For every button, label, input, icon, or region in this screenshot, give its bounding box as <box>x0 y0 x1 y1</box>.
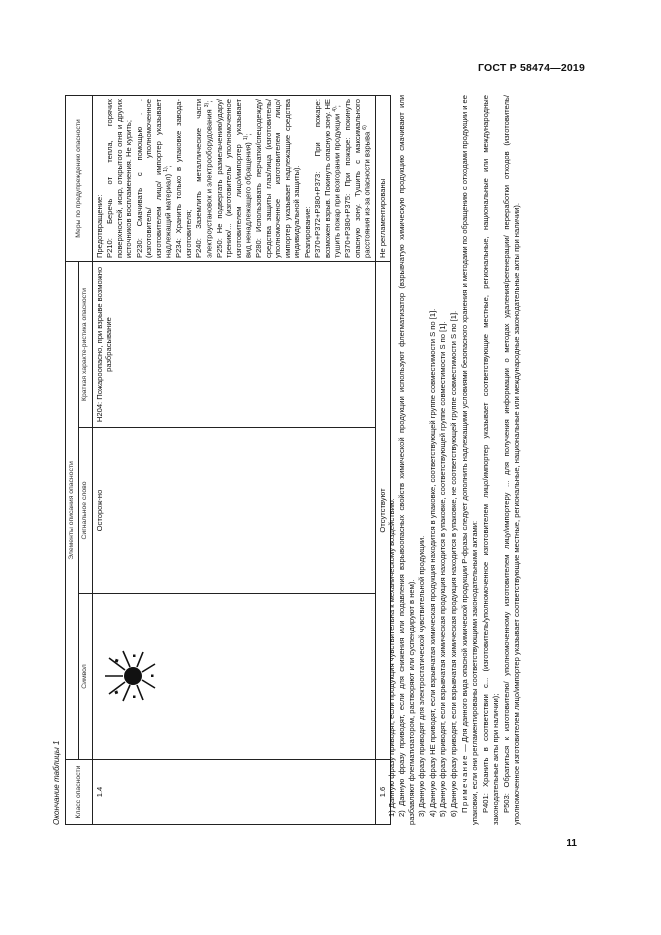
rotated-content-area <box>52 95 548 825</box>
col-hazard-class: Класс опасности <box>66 760 93 825</box>
precautionary-measures-cell <box>92 96 375 262</box>
exploding-bomb-icon <box>99 647 159 707</box>
footnote: 6) Данную фразу приводят, если взрывчатая химическая продукция находится в упаковке, не соответствующей группе совместимости S по [1]. <box>448 310 458 817</box>
footnote: 4) Данную фразу НЕ приводят, если взрывчатая химическая продукция находится в упаковке, соответствующей группе совместимости S по [1]. <box>427 308 437 817</box>
note-label: Примечание <box>460 754 470 813</box>
measure-line: P370+P372+P380+P373: При пожаре: возможен взрыв. Покинуть опасную зону. НЕ тушить пожар при возгорании продукции $^{4)}$; <box>313 99 342 258</box>
signal-word-cell: Осторож-но <box>92 428 375 594</box>
col-signal-word: Сигнальное слово <box>79 428 92 594</box>
note-text: — Для данного вида опасной химической продукции Р-фразы следует дополнить надлежащими условиями безопасного хранения и методами по обращению с отходами продукции и ее упаковки, если они регламентированы соответствующими законодательными актами: <box>460 95 479 825</box>
symbol-none-cell: Отсутствуют <box>376 262 390 760</box>
standard-header: ГОСТ Р 58474—2019 <box>477 62 585 74</box>
col-precautionary-measures: Меры по предупреждению опасности <box>66 96 93 262</box>
measure-line: P230: Смачивать с помощью . . (изготовитель/ уполномоченное изготовителем лицо/ импортер указывает надлежащий материал) $^{1)}$; <box>134 99 173 258</box>
table-caption: Окончание таблицы 1 <box>52 740 61 825</box>
measure-line: P370+P380+P375: При пожаре: покинуть опасную зону. Тушить с максимального расстояния из-за опасности взрыва $^{6)}$ <box>343 99 372 258</box>
hazard-class-cell: 1.4 <box>92 760 375 825</box>
hazard-class-cell: 1.6 <box>376 760 390 825</box>
footnote: 3) Данную фразу приводят для электростатической чувствительной продукции. <box>417 535 427 817</box>
measure-line: P280: Использовать перчатки/спецодежду/средства защиты глаз/лица (изготовитель/ уполномоченное изготовителем лицо/импортер указывает надлежащие средства индивидуальной защиты). <box>254 99 302 258</box>
measure-line: Предотвращение: <box>94 194 104 258</box>
footnote: 5) Данную фразу приводят, если взрывчатая химическая продукция находится в упаковке, соответствующей группе совместимости S по [1]. <box>438 321 448 817</box>
col-symbol: Символ <box>79 594 92 760</box>
hazard-table <box>65 95 391 825</box>
precautionary-measures-cell: Не регламентированы <box>376 96 390 262</box>
short-description-cell: H204: Пожароопасно, при взрыве возможно разбрасывание <box>92 262 375 428</box>
measure-line: P250: Не подвергать размельчению/удару/трению/... (изготовитель/ уполномоченное изготовителем лицо/импортер указывает вид ненадлежащего обращения) $^{1)}$; <box>214 99 253 258</box>
measure-line: P234: Хранить только в упаковке завода-изготовителя; <box>174 99 193 258</box>
landscape-content <box>52 95 548 825</box>
table-row <box>92 96 375 825</box>
page-number: 11 <box>566 838 577 849</box>
note-p401: P401: Хранить в соответствии с... (изготовитель/уполномоченное изготовителем лицо/импортер указывает соответствующие местные, региональные, национальные или международные законодательные акты при наличии); <box>481 95 500 825</box>
footnote: 2) Данную фразу приводят, если для снижения или подавления взрывоопасных свойств химической продукции используют флегматизатор (взрывчатую химическую продукцию смачивают или разбавляют флегматизатором, растворяют или суспендируют в нем). <box>397 95 416 825</box>
measure-line: P210: Беречь от тепла, горячих поверхностей, искр, открытого огня и других источников воспламенения. Не курить; <box>105 99 134 258</box>
note-p503: P503: Обратиться к изготовителю/ уполномоченному изготовителем лицу/импортеру ... для получения информации о методах удаления/регенерации/ переработки отходов (изготовитель/ уполномоченное изготовителем лицо/импортер указывает соответствующие местные, региональные, национальные или международные законодательные акты при наличии). <box>502 95 521 825</box>
footnote: 1) Данную фразу приводят, если продукция чувствительна к механическому воздействию. <box>387 498 396 817</box>
table-note <box>460 95 479 825</box>
table-footnotes <box>387 95 522 825</box>
measure-line: Реагирование: <box>302 206 312 258</box>
col-elements-group: Элементы описания опасности <box>66 262 79 760</box>
measure-line: P240: Заземлить металлические части электроустановок и электрооборудования $^{3)}$; <box>194 99 214 258</box>
symbol-cell <box>92 594 375 760</box>
col-short-description: Краткая характе-ристика опасности <box>79 262 92 428</box>
